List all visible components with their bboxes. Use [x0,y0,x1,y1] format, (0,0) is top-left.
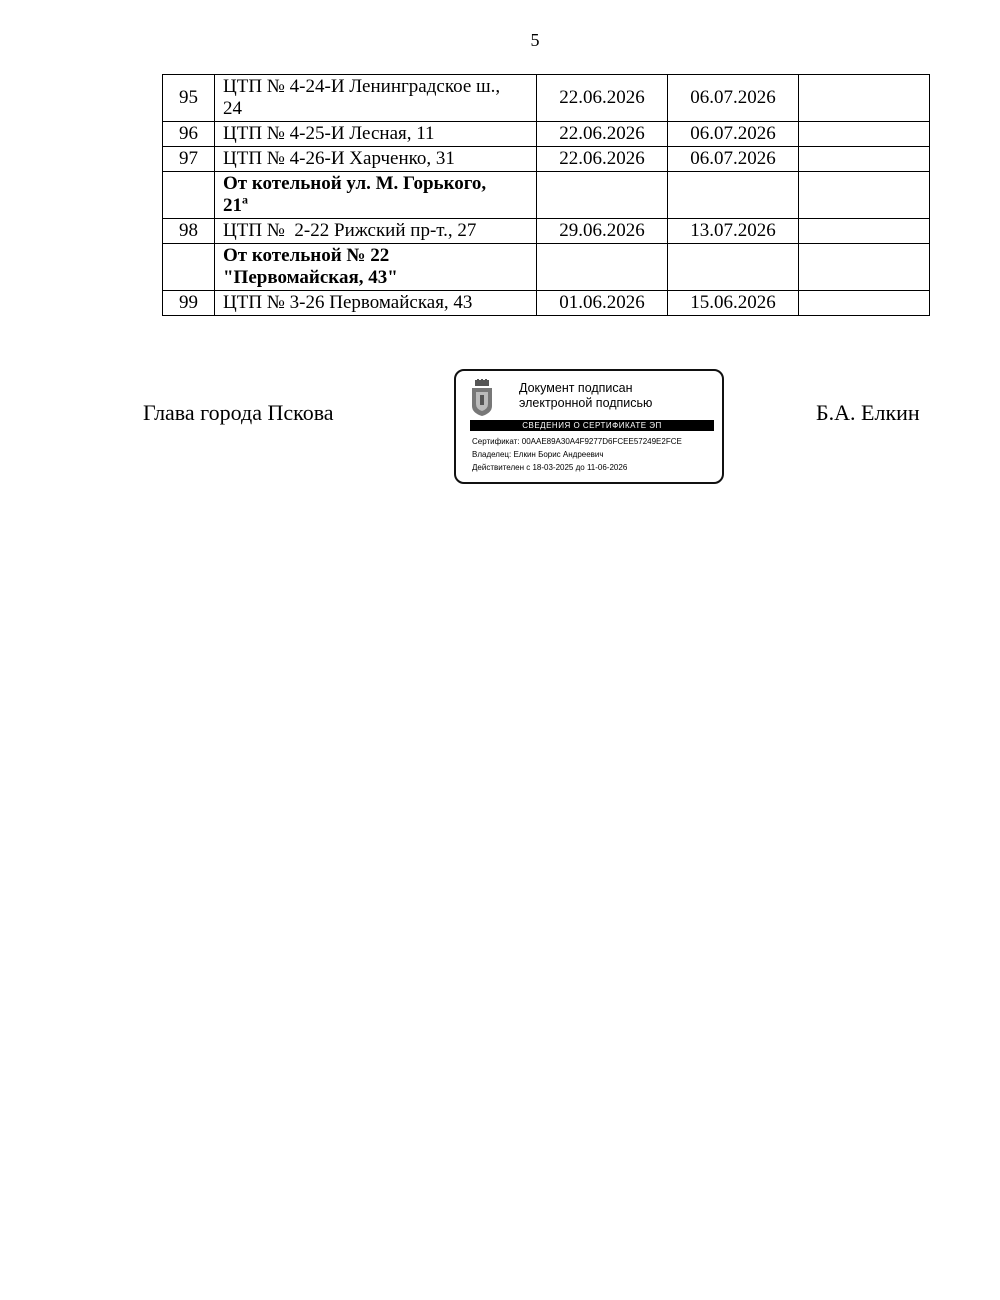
row-number: 97 [163,147,215,172]
page-number: 5 [530,30,540,50]
signatory-position: Глава города Пскова [143,400,334,425]
row-number-empty [163,172,215,219]
row-start-date: 22.06.2026 [537,75,668,122]
row-note-empty [799,244,930,291]
group-heading-line: От котельной № 22 [223,245,390,266]
row-end-date-empty [668,244,799,291]
certificate-validity: Действителен с 18-03-2025 до 11-06-2026 [472,463,628,472]
row-start-date: 22.06.2026 [537,147,668,172]
group-heading-line: 21 [223,195,242,216]
stamp-title [519,381,652,411]
row-note [799,147,930,172]
stamp-title-line: электронной подписью [519,396,653,410]
row-note-empty [799,172,930,219]
row-name: ЦТП № 3-26 Первомайская, 43 [215,291,537,316]
row-number: 98 [163,219,215,244]
e-signature-stamp [454,369,724,484]
row-number: 95 [163,75,215,122]
schedule-table [162,74,930,316]
row-note [799,291,930,316]
table-group-row [163,172,930,219]
row-start-date-empty [537,172,668,219]
row-start-date-empty [537,244,668,291]
row-name [215,75,537,122]
table-group-row [163,244,930,291]
row-name: ЦТП № 4-25-И Лесная, 11 [215,122,537,147]
stamp-title-line: Документ подписан [519,381,633,395]
table-row [163,122,930,147]
row-end-date: 15.06.2026 [668,291,799,316]
coat-of-arms-icon [470,379,494,417]
row-number: 96 [163,122,215,147]
row-note [799,122,930,147]
table-row [163,219,930,244]
row-number: 99 [163,291,215,316]
group-heading-line: От котельной ул. М. Горького, [223,173,487,194]
row-end-date: 13.07.2026 [668,219,799,244]
row-end-date: 06.07.2026 [668,75,799,122]
row-start-date: 29.06.2026 [537,219,668,244]
row-note [799,219,930,244]
row-end-date: 06.07.2026 [668,122,799,147]
row-name-line: 24 [223,98,242,119]
table-row [163,75,930,122]
certificate-number: Сертификат: 00AAE89A30A4F9277D6FCEE57249E2FCE [472,437,682,446]
row-name-line: ЦТП № 4-24-И Ленинградское ш., [223,76,501,97]
group-heading-line: "Первомайская, 43" [223,267,398,288]
group-heading [215,172,537,219]
group-heading [215,244,537,291]
row-end-date-empty [668,172,799,219]
group-heading-superscript: а [242,192,248,207]
row-end-date: 06.07.2026 [668,147,799,172]
certificate-owner: Владелец: Елкин Борис Андреевич [472,450,604,459]
row-name: ЦТП № 2-22 Рижский пр-т., 27 [215,219,537,244]
row-name: ЦТП № 4-26-И Харченко, 31 [215,147,537,172]
row-start-date: 22.06.2026 [537,122,668,147]
row-start-date: 01.06.2026 [537,291,668,316]
certificate-info-bar: СВЕДЕНИЯ О СЕРТИФИКАТЕ ЭП [470,420,714,431]
table-row [163,291,930,316]
row-note [799,75,930,122]
table-row [163,147,930,172]
row-number-empty [163,244,215,291]
signatory-name: Б.А. Елкин [816,400,920,425]
